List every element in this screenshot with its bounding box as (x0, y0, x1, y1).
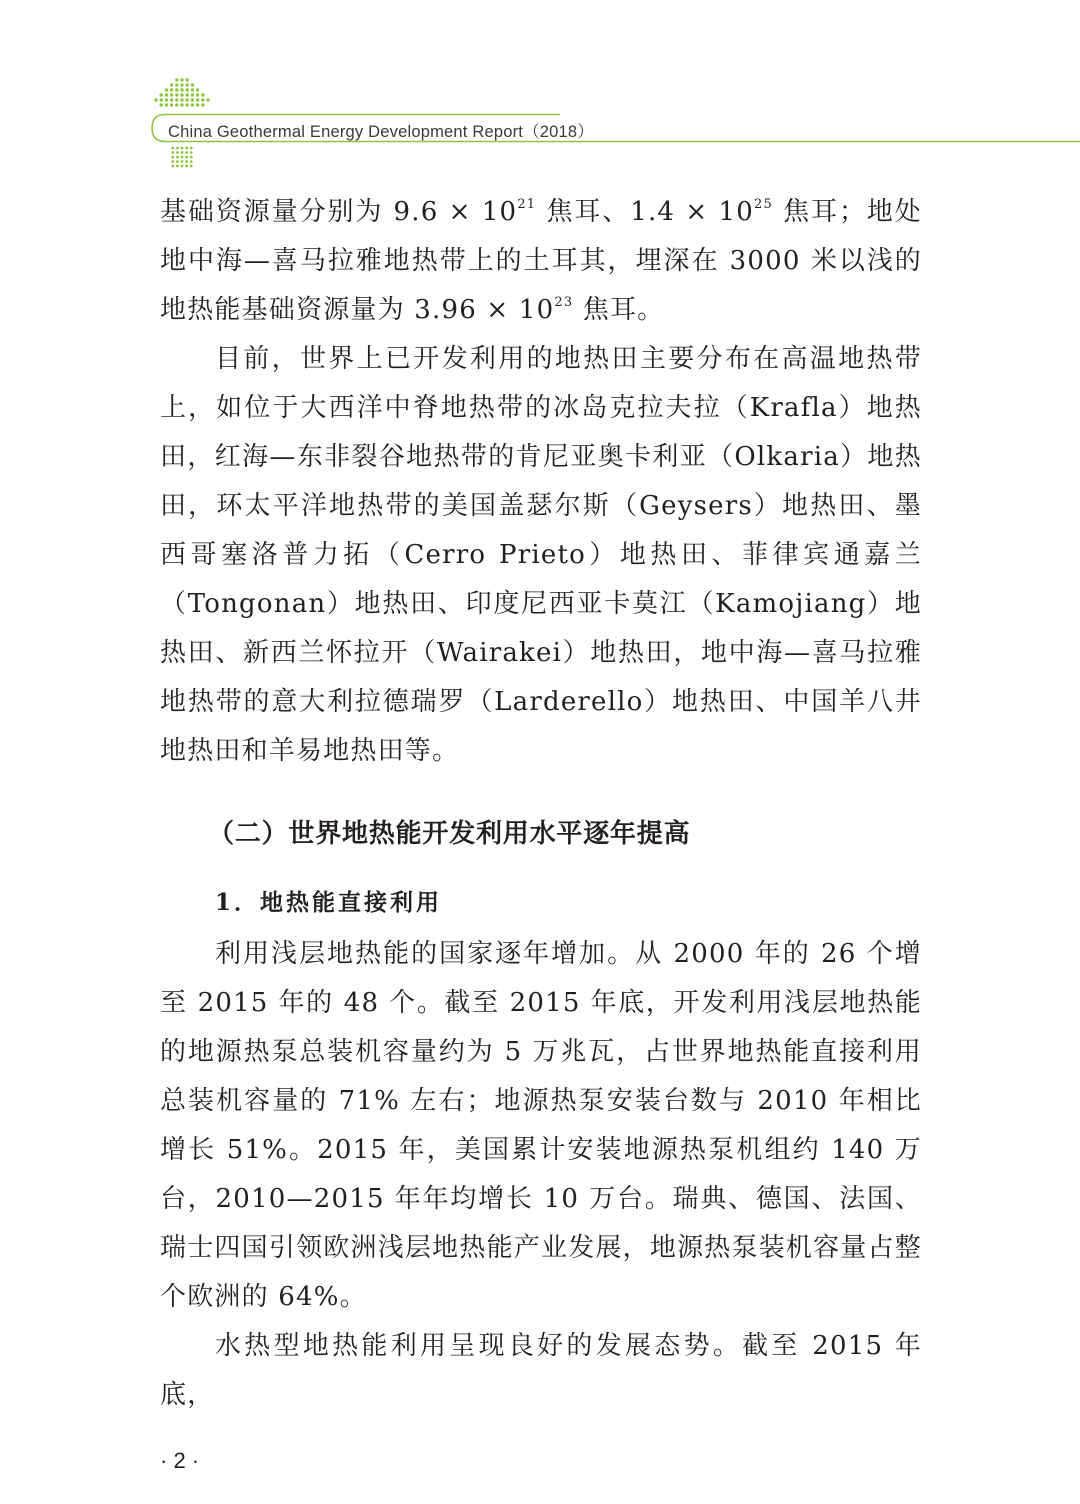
section-heading: （二）世界地热能开发利用水平逐年提高 (208, 819, 691, 849)
exponent: 25 (753, 197, 773, 212)
paragraph-hydrothermal: 水热型地热能利用呈现良好的发展态势。截至 2015 年底， (160, 1331, 922, 1410)
running-title: China Geothermal Energy Development Report（2018） (168, 123, 594, 141)
green-dot-arrow-icon (154, 78, 209, 106)
paragraph-resources (160, 188, 922, 335)
header-ornament (0, 0, 1080, 180)
paragraph-geothermal-fields: 目前，世界上已开发利用的地热田主要分布在高温地热带上，如位于大西洋中脊地热带的冰岛克拉夫拉（Krafla）地热田，红海—东非裂谷地热带的肯尼亚奥卡利亚（Olkaria）地热田，环太平洋地热带的美国盖瑟尔斯（Geysers）地热田、墨西哥塞洛普力拓（Cerro Prieto）地热田、菲律宾通嘉兰（Tongonan）地热田、印度尼西亚卡莫江（Kamojiang）地热田、新西兰怀拉开（Wairakei）地热田，地中海—喜马拉雅地热带的意大利拉德瑞罗（Larderello）地热田、中国羊八井地热田和羊易地热田等。 (160, 344, 922, 766)
exponent: 23 (554, 295, 574, 310)
green-dot-grid-icon (171, 147, 192, 168)
text-run: 基础资源量分别为 9.6 × 10 (160, 197, 518, 227)
paragraph-shallow-geothermal: 利用浅层地热能的国家逐年增加。从 2000 年的 26 个增至 2015 年的 48 个。截至 2015 年底，开发利用浅层地热能的地源热泵总装机容量约为 5 万兆瓦，占世界地热能直接利用总装机容量的 71% 左右；地源热泵安装台数与 2010 年相比增长 51%。2015 年，美国累计安装地源热泵机组约 140 万台，2010—2015 年年均增长 10 万台。瑞典、德国、法国、瑞士四国引领欧洲浅层地热能产业发展，地源热泵装机容量占整个欧洲的 64%。 (160, 939, 922, 1312)
text-run: 焦耳；地处地中海—喜马拉雅地热带上的土耳其，埋深在 3000 米以浅的地热能基础资源量为 3.96 × 10 (160, 197, 922, 325)
body-text (160, 188, 922, 1420)
page-number: · 2 · (160, 1448, 200, 1473)
page-header (0, 0, 1080, 180)
exponent: 21 (517, 197, 537, 212)
subsection-heading: 1．地热能直接利用 (215, 889, 443, 916)
text-run: 焦耳、1.4 × 10 (536, 197, 754, 227)
text-run: 焦耳。 (573, 295, 665, 325)
